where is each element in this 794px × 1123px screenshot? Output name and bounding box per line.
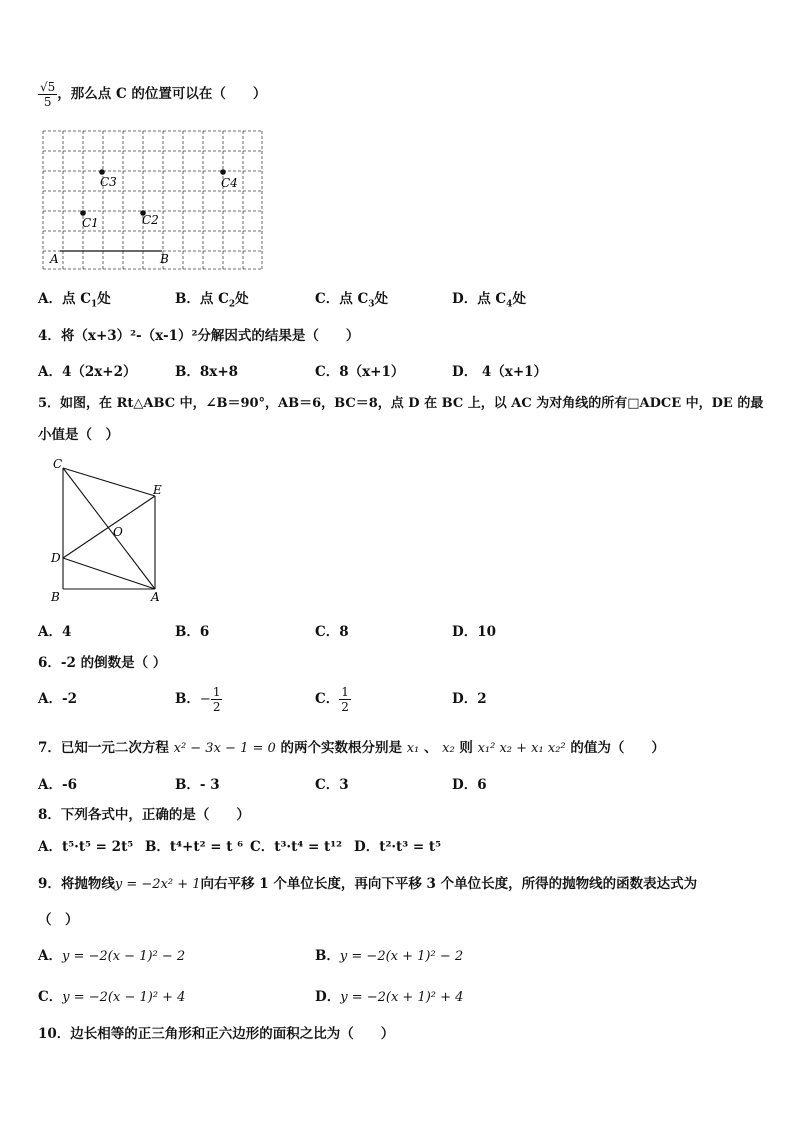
q9-option-b[interactable]: B．y = −2(x + 1)² − 2 [315, 948, 464, 964]
q7-stem: 7．已知一元二次方程 x² − 3x − 1 = 0 的两个实数根分别是 x₁ 、 x₂ 则 x₁² x₂ + x₁ x₂² 的值为（ ） [38, 740, 665, 756]
q7-option-c[interactable]: C．3 [315, 777, 349, 793]
side-DA [63, 558, 155, 589]
diagonal-CA [63, 468, 155, 589]
label-D: D [51, 551, 61, 565]
q9-stem-line2: （ ） [38, 912, 79, 928]
label-C: C [53, 457, 63, 471]
diagonal-DE [63, 496, 155, 558]
q9-stem: 9．将抛物线y = −2x² + 1向右平移 1 个单位长度，再向下平移 3 个单位长度，所得的抛物线的函数表达式为 [38, 876, 698, 892]
q9-option-d[interactable]: D．y = −2(x + 1)² + 4 [315, 989, 464, 1005]
q5-option-a[interactable]: A．4 [38, 624, 72, 640]
label-E: E [153, 483, 162, 497]
q6-option-b[interactable]: B．− $\frac{1}{2}$ [175, 685, 221, 714]
q3-stem [38, 80, 266, 109]
q3-grid-figure [40, 128, 265, 273]
q5-stem-line2: 小值是（ ） [38, 427, 119, 443]
q4-option-c[interactable]: C．8（x+1） [315, 364, 405, 380]
label-A: A [50, 252, 59, 266]
q5-parallelogram-figure [45, 456, 175, 606]
label-B: B [160, 252, 169, 266]
point-C3 [99, 169, 105, 175]
q8-option-b[interactable]: B．t⁴+t² = t ⁶ [145, 839, 244, 855]
q8-option-a[interactable]: A．t⁵·t⁵ = 2t⁵ [38, 839, 134, 855]
q8-option-d[interactable]: D．t²·t³ = t⁵ [354, 839, 442, 855]
q9-equation: y = −2x² + 1 [114, 877, 201, 892]
point-C4 [220, 169, 226, 175]
label-C3: C3 [100, 175, 117, 189]
q3-fraction [38, 80, 57, 109]
q3-fraction-den: 5 [38, 94, 57, 109]
q3-fraction-num: √5 [40, 80, 56, 94]
q8-stem: 8．下列各式中，正确的是（ ） [38, 807, 250, 823]
q8-option-c[interactable]: C．t³·t⁴ = t¹² [250, 839, 343, 855]
q5-option-d[interactable]: D．10 [452, 624, 496, 640]
q7-equation: x² − 3x − 1 = 0 [173, 741, 276, 756]
q3-stem-text: ，那么点 C 的位置可以在（ ） [57, 86, 267, 102]
q4-stem: 4．将（x+3）²-（x-1）²分解因式的结果是（ ） [38, 328, 360, 344]
q6-option-d[interactable]: D．2 [452, 691, 487, 707]
label-A: A [151, 590, 160, 604]
q3-grid-lines [43, 131, 262, 269]
label-B: B [51, 590, 60, 604]
point-C1 [80, 210, 86, 216]
side-CE [63, 468, 155, 496]
q7-option-d[interactable]: D．6 [452, 777, 487, 793]
label-C1: C1 [82, 216, 99, 230]
q9-option-a[interactable]: A．y = −2(x − 1)² − 2 [38, 948, 186, 964]
q9-option-c[interactable]: C．y = −2(x − 1)² + 4 [38, 989, 186, 1005]
q6-option-a[interactable]: A．-2 [38, 691, 77, 707]
q5-option-c[interactable]: C．8 [315, 624, 349, 640]
q4-option-b[interactable]: B．8x+8 [175, 364, 239, 380]
q7-expression: x₁² x₂ + x₁ x₂² [477, 741, 566, 756]
label-O: O [113, 525, 123, 539]
q6-stem: 6．-2 的倒数是（ ） [38, 655, 167, 671]
q6-option-c[interactable]: C． $\frac{1}{2}$ [315, 685, 349, 714]
q3-option-d[interactable]: D．点 $C_4$处 [452, 291, 526, 310]
q4-option-a[interactable]: A．4（2x+2） [38, 364, 137, 380]
q5-stem-line1: 5．如图，在 Rt△ABC 中，∠B＝90°，AB＝6，BC＝8，点 D 在 BC 上，以 AC 为对角线的所有□ADCE 中，DE 的最 [38, 396, 764, 411]
q3-option-c[interactable]: C．点 $C_3$处 [315, 291, 388, 310]
q10-stem: 10．边长相等的正三角形和正六边形的面积之比为（ ） [38, 1026, 395, 1042]
q7-option-a[interactable]: A．-6 [38, 777, 77, 793]
label-C4: C4 [221, 176, 238, 190]
label-C2: C2 [142, 213, 159, 227]
q3-option-a[interactable]: A．点 $C_1$处 [38, 291, 111, 310]
q4-option-d[interactable]: D． 4（x+1） [452, 364, 548, 380]
q5-option-b[interactable]: B．6 [175, 624, 210, 640]
q7-option-b[interactable]: B．- 3 [175, 777, 220, 793]
q3-option-b[interactable]: B．点 $C_2$处 [175, 291, 249, 310]
